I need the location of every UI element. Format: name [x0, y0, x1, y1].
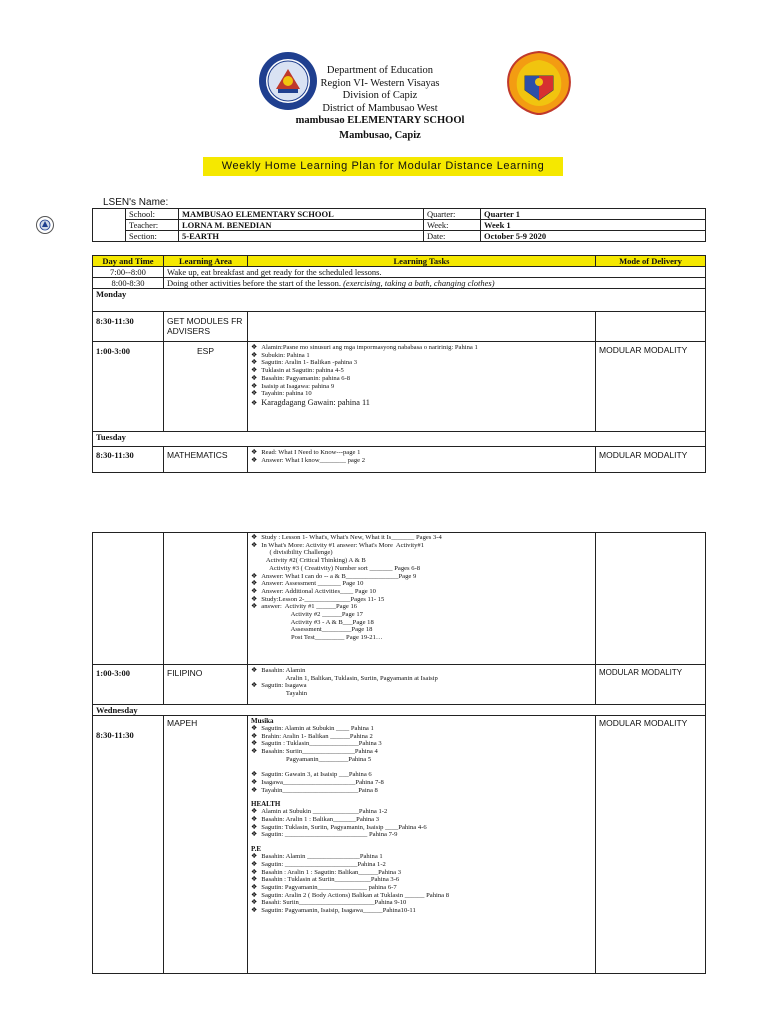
row-task	[164, 278, 706, 289]
date-label: Date:	[424, 231, 481, 242]
day-row	[93, 289, 706, 312]
list-item: ❖ Tayahin: pahina 10	[251, 389, 312, 398]
row-mode: MODULAR MODALITY	[596, 665, 706, 705]
row-time: 8:30-11:30	[93, 716, 164, 974]
list-item: ❖ Basahin : Tuklasin at Suriin___________Pahina 3-6	[251, 875, 400, 884]
school-label: School:	[126, 209, 179, 220]
table-row	[93, 716, 706, 974]
list-item: Tayahin	[261, 690, 308, 698]
row-time: 1:00-3:00	[93, 665, 164, 705]
list-item: ❖ Sagutin: Tuklasin, Suriin, Pagyamanin, Isaisip ____Pahina 4-6	[251, 822, 427, 831]
teacher-label: Teacher:	[126, 220, 179, 231]
week-label: Week:	[424, 220, 481, 231]
quarter-value: Quarter 1	[481, 209, 706, 220]
list-item: ❖ Answer: What I can do -- a & B________________Page 9	[251, 571, 417, 580]
table-row	[93, 312, 706, 342]
list-item: Aralin 1, Balikan, Tuklasin, Suriin, Pagyamanin at Isaisip	[261, 674, 438, 682]
row-tasks	[248, 342, 596, 432]
list-item: Post Test_________ Page 19-21…	[261, 634, 383, 642]
deped-small-logo	[36, 216, 54, 234]
list-item: ❖ Isaisip at Isagawa: pahina 9	[251, 381, 335, 390]
row-time: 7:00--8:00	[93, 267, 164, 278]
list-item: ❖ Answer: What I know________ page 2	[251, 455, 365, 464]
list-item: Activity #3 - A & B___Page 18	[261, 618, 374, 626]
row-time: 8:30-11:30	[93, 312, 164, 342]
list-item: ❖ Answer: Additional Activities____ Page 10	[251, 586, 376, 595]
plan-table-2	[92, 532, 706, 974]
math-continued-task-list	[251, 534, 592, 642]
list-item: ❖ Basahi: Suriin_______________________Pahina 9-10	[251, 898, 407, 907]
row-mode-empty	[596, 312, 706, 342]
list-item: Activity #2 ______Page 17	[261, 611, 363, 619]
list-item: ❖ Karagdagang Gawain: pahina 11	[251, 397, 370, 407]
teacher-value: LORNA M. BENEDIAN	[179, 220, 424, 231]
info-table	[92, 208, 706, 242]
musika-task-list	[251, 725, 592, 794]
list-item: ❖ Basahin: Suriin________________Pahina 4	[251, 747, 378, 756]
list-item: Activity #2( Critical Thinking) A & B	[261, 557, 366, 565]
list-item: ❖ Read: What I Need to Know---page 1	[251, 448, 361, 456]
header-line-4: District of Mambusao West	[322, 102, 438, 114]
list-item: ❖ Isagawa______________________Pahina 7-8	[251, 777, 384, 786]
day-label-tuesday: Tuesday	[93, 432, 706, 447]
list-item: ❖ Sagutin: Gawain 3, at Isaisip ___Pahina 6	[251, 770, 372, 779]
esp-task-list	[251, 344, 592, 408]
lsen-name-label: LSEN's Name:	[103, 197, 169, 208]
plan-header-row	[93, 256, 706, 267]
list-item: Assessment_________Page 18	[261, 626, 373, 634]
list-item: ❖ Basahin: Aralin 1 : Balikan_______Pahina 3	[251, 815, 380, 824]
row-mode: MODULAR MODALITY	[596, 342, 706, 432]
list-item: ❖ Study:Lesson 2-______________Pages 11- 15	[251, 594, 385, 603]
header-mode-delivery: Mode of Delivery	[596, 256, 706, 267]
list-item: ❖ Tayahin_______________________Paina 8	[251, 785, 378, 794]
table-row	[93, 533, 706, 665]
math-task-list	[251, 449, 592, 464]
division-seal-logo	[503, 50, 575, 116]
list-item: ❖ Sagutin: Pagyamanin, Isaisip, Isagawa______Pahina10-11	[251, 906, 416, 915]
list-item: ( divisibility Challenge)	[261, 549, 333, 557]
day-row	[93, 705, 706, 716]
row-area: ESP	[164, 342, 248, 432]
row-area: GET MODULES FR ADVISERS	[164, 312, 248, 342]
list-item: Activity #3 ( Creativity) Number sort _______ Pages 6-8	[261, 564, 421, 572]
row-time: 8:30-11:30	[93, 447, 164, 473]
list-item: ❖ Basahin : Aralin 1 : Sagutin: Balikan______Pahina 3	[251, 867, 402, 876]
section-label: Section:	[126, 231, 179, 242]
list-item: ❖ Brahin: Aralin 1- Balikan ______Pahina 2	[251, 731, 373, 740]
header-learning-area: Learning Area	[164, 256, 248, 267]
row-tasks	[248, 447, 596, 473]
row-time: 8:00-8:30	[93, 278, 164, 289]
row-task-italic: (exercising, taking a bath, changing clothes)	[343, 278, 495, 288]
list-item: ❖ Tuklasin at Sagutin: pahina 4-5	[251, 366, 344, 375]
list-item: Pagyamanin_________Pahina 5	[261, 755, 372, 763]
list-item: ❖ Sagutin: Pagyamanin_______________ pahina 6-7	[251, 882, 397, 891]
school-value: MAMBUSAO ELEMENTARY SCHOOL	[179, 209, 424, 220]
list-item: ❖ In What's More: Activity #1 answer: What's More Activity#1	[251, 540, 425, 549]
list-item: ❖ Subukin: Pahina 1	[251, 350, 310, 359]
musika-heading: Musika	[251, 717, 274, 725]
plan-title-banner: Weekly Home Learning Plan for Modular Distance Learning	[203, 157, 563, 176]
health-task-list	[251, 808, 592, 839]
plan-table-1	[92, 255, 706, 473]
list-item: ❖ Sagutin: ______________________Pahina 1-2	[251, 859, 386, 868]
header-day-time: Day and Time	[93, 256, 164, 267]
list-item: ❖ Alamin at Subukin ______________Pahina 1-2	[251, 807, 388, 816]
row-area: MAPEH	[164, 716, 248, 974]
row-mode: MODULAR MODALITY	[596, 716, 706, 974]
school-location: Mambusao, Capiz	[339, 129, 421, 141]
pe-task-list	[251, 853, 592, 915]
school-name: mambusao ELEMENTARY SCHOOl	[295, 115, 465, 126]
list-item: ❖ answer: Activity #1 ______Page 16	[251, 602, 358, 611]
list-item: ❖ Sagutin: Alamin at Subukin ____ Pahina 1	[251, 724, 374, 732]
table-row	[93, 665, 706, 705]
header-block	[250, 65, 510, 142]
table-row	[93, 278, 706, 289]
day-label-monday: Monday	[93, 289, 706, 312]
list-item: ❖ Sagutin: Aralin 1- Balikan -pahina 3	[251, 358, 358, 367]
week-value: Week 1	[481, 220, 706, 231]
header-line-1: Department of Education	[326, 65, 434, 76]
row-area: MATHEMATICS	[164, 447, 248, 473]
day-label-wednesday: Wednesday	[93, 705, 706, 716]
header-line-2: Region VI- Western Visayas	[320, 77, 440, 89]
list-item: ❖ Study : Lesson 1- What's, What's New, What it Is_______ Pages 3-4	[251, 533, 442, 541]
row-area-empty	[164, 533, 248, 665]
row-tasks	[248, 533, 596, 665]
filipino-task-list	[251, 667, 592, 698]
list-item: ❖ Basahin: Alamin ________________Pahina 1	[251, 852, 383, 861]
header-line-3: Division of Capiz	[342, 90, 418, 101]
quarter-label: Quarter:	[424, 209, 481, 220]
list-item: ❖ Sagutin: Aralin 2 ( Body Actions) Balikan at Tuklasin ______ Pahina 8	[251, 890, 450, 899]
row-mode: MODULAR MODALITY	[596, 447, 706, 473]
row-task: Wake up, eat breakfast and get ready for the scheduled lessons.	[164, 267, 706, 278]
table-row	[93, 267, 706, 278]
section-value: 5-EARTH	[179, 231, 424, 242]
row-time-empty	[93, 533, 164, 665]
list-item: ❖ Sagutin: Isagawa	[251, 681, 307, 690]
row-tasks	[248, 716, 596, 974]
info-spacer	[93, 209, 126, 242]
pe-heading: P.E	[251, 845, 262, 854]
list-item: ❖ Answer: Assessment _______ Page 10	[251, 579, 364, 588]
list-item: ❖ Alamin:Pasne mo sinusuri ang mga impormasyong nababasa o naririnig: Pahina 1	[251, 343, 478, 351]
list-item: ❖ Sagutin : Tuklasin_______________Pahina 3	[251, 739, 382, 748]
row-mode-empty	[596, 533, 706, 665]
row-task-text: Doing other activities before the start of the lesson.	[167, 278, 341, 288]
list-item: ❖ Basahin: Pagyamanin: pahina 6-8	[251, 373, 351, 382]
list-item: ❖ Basahin: Alamin	[251, 666, 306, 674]
health-heading: HEALTH	[251, 800, 281, 809]
row-tasks	[248, 665, 596, 705]
row-tasks-empty	[248, 312, 596, 342]
table-row	[93, 342, 706, 432]
header-learning-tasks: Learning Tasks	[248, 256, 596, 267]
row-time: 1:00-3:00	[93, 342, 164, 432]
list-item: ❖ Sagutin: _________________________ Pahina 7-9	[251, 830, 398, 839]
day-row	[93, 432, 706, 447]
table-row	[93, 447, 706, 473]
row-area: FILIPINO	[164, 665, 248, 705]
date-value: October 5-9 2020	[481, 231, 706, 242]
